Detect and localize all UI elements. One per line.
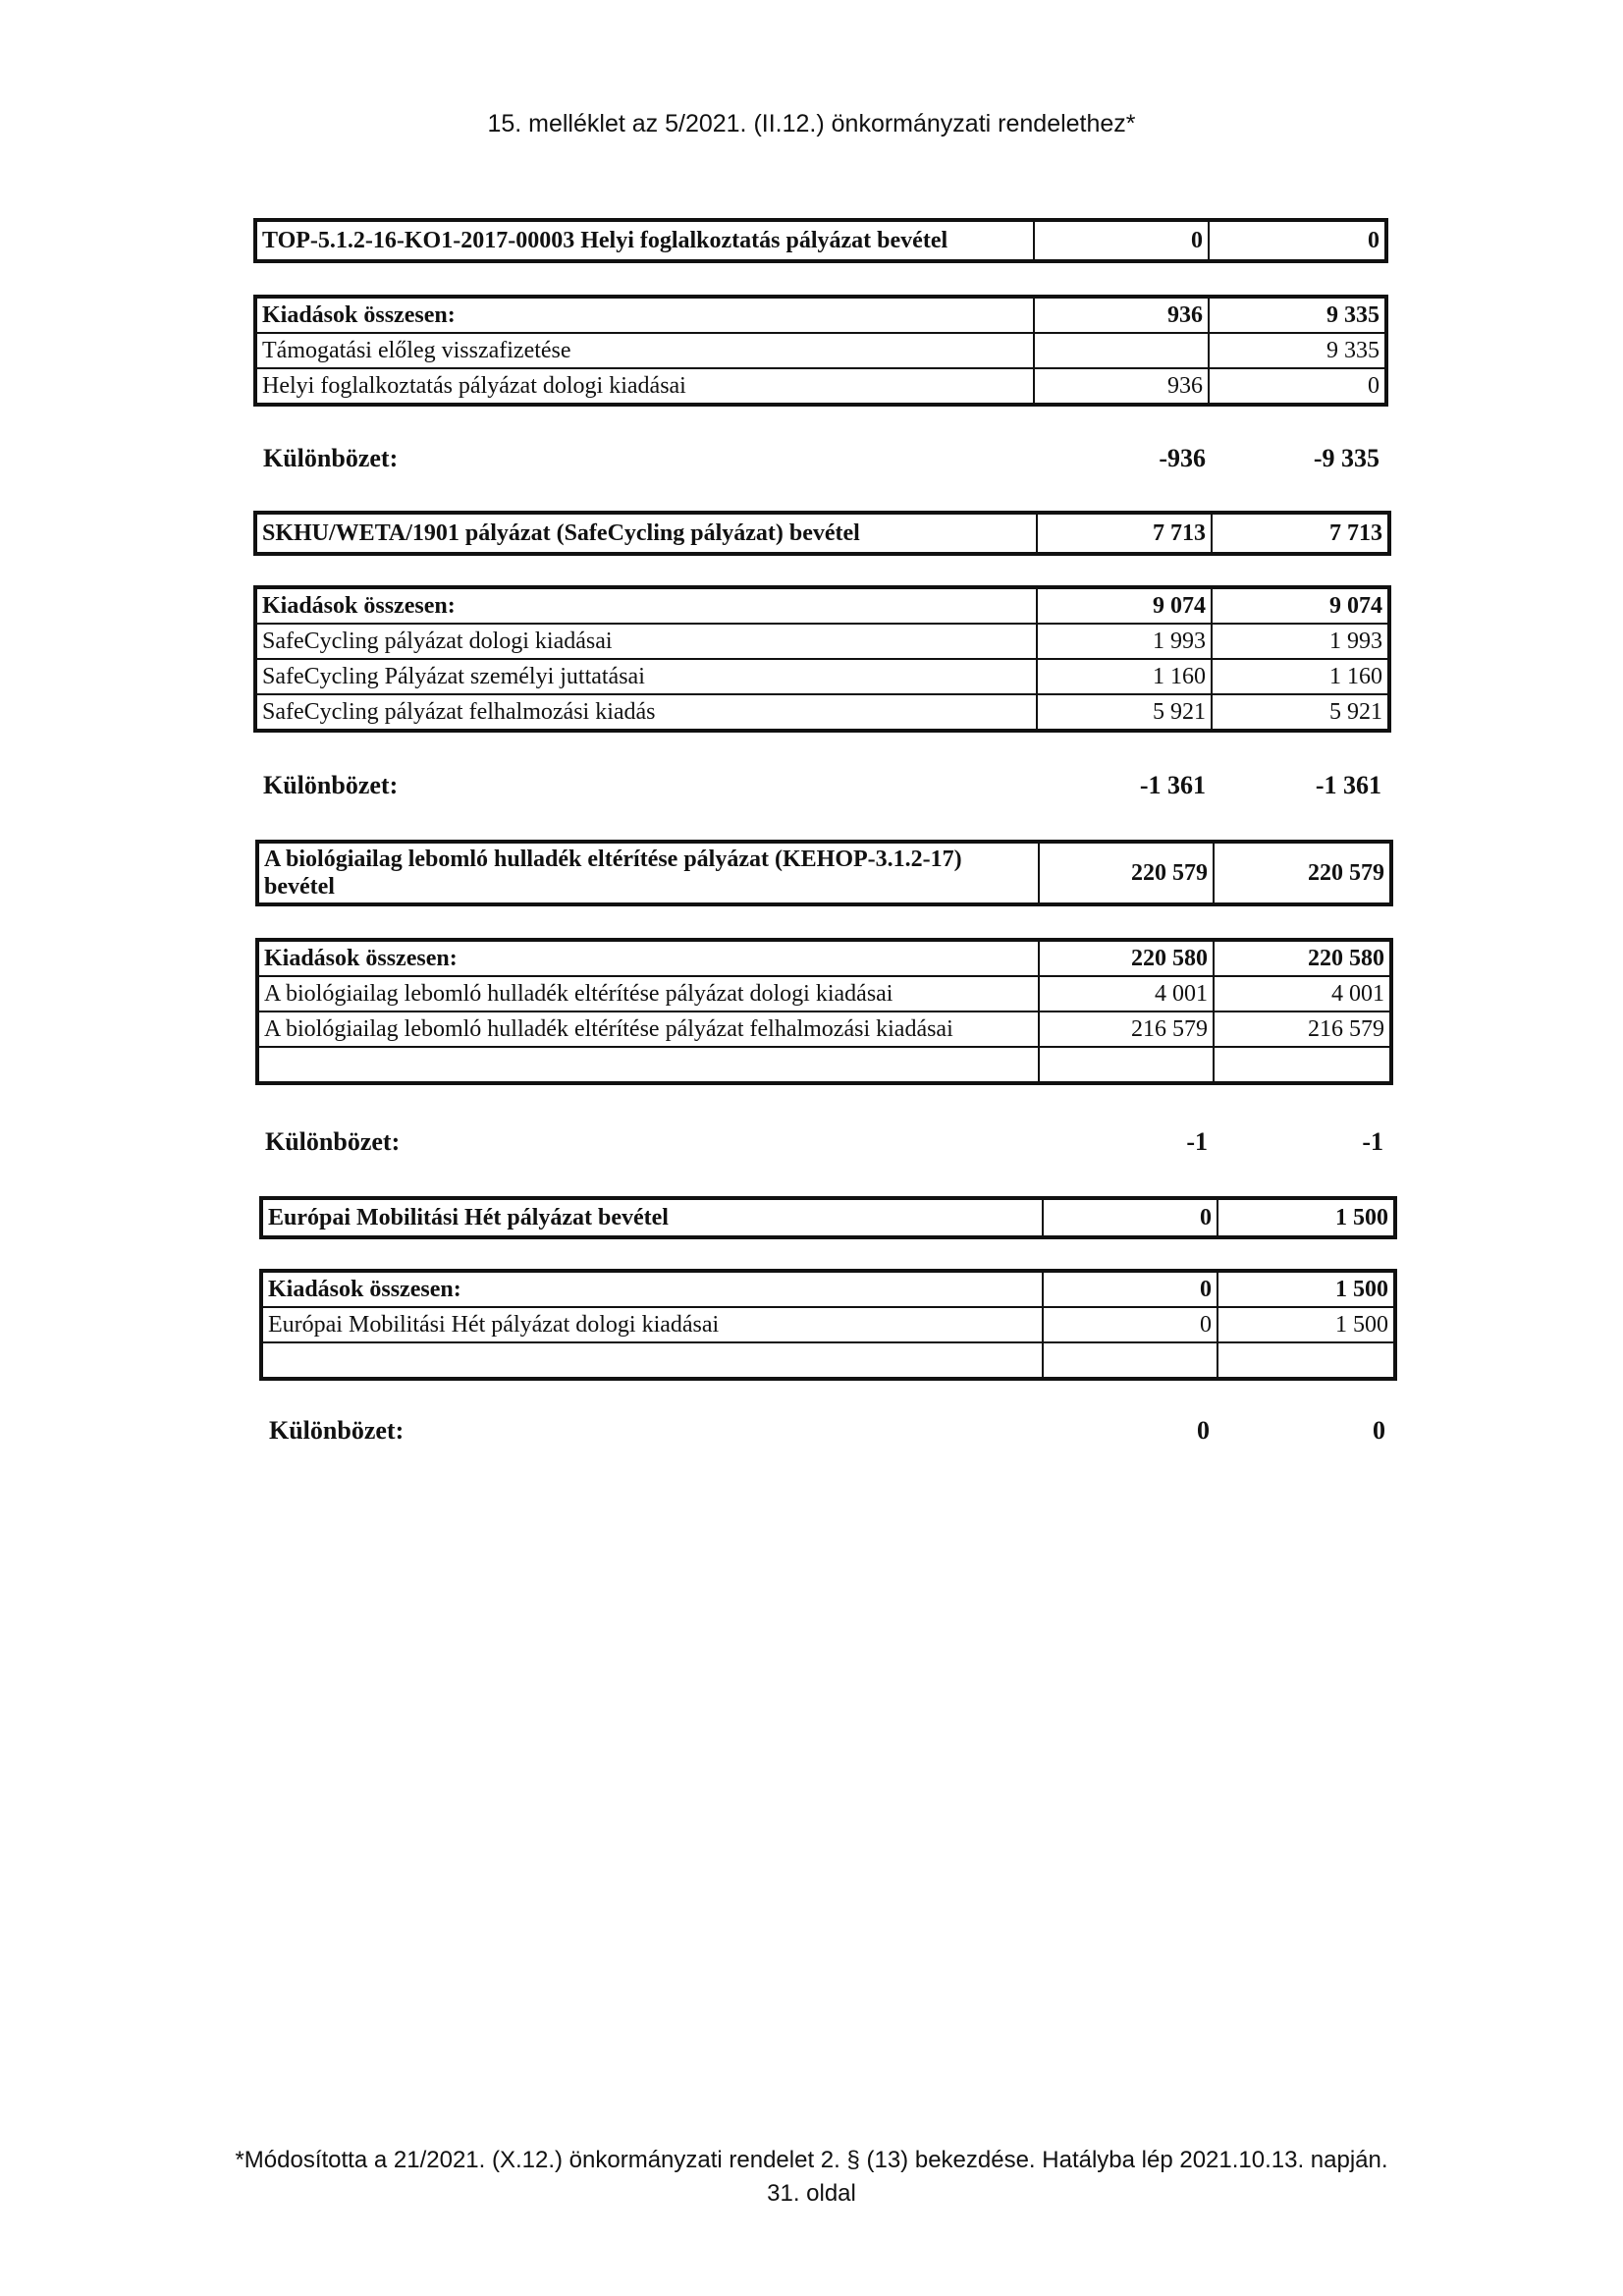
empty-cell (1214, 1047, 1391, 1083)
difference-label: Különbözet: (263, 444, 399, 472)
income-table-top (253, 218, 1388, 263)
income-label (257, 842, 1039, 904)
expense-table-kehop (255, 938, 1393, 1085)
expense-value-1 (1034, 333, 1209, 368)
expense-label: Kiadások összesen: (255, 587, 1037, 624)
expense-value-1: 936 (1034, 297, 1209, 333)
table-row (255, 368, 1386, 405)
income-value-1: 0 (1043, 1198, 1217, 1237)
expense-value-2: 9 335 (1209, 297, 1386, 333)
expense-value-2: 1 993 (1212, 624, 1389, 659)
expense-table-top (253, 295, 1388, 407)
expense-value-1: 216 579 (1039, 1011, 1214, 1047)
table-row (255, 587, 1389, 624)
expense-value-2: 1 500 (1217, 1271, 1395, 1307)
expense-value-1: 9 074 (1037, 587, 1212, 624)
table-row-empty (261, 1342, 1395, 1379)
expense-label: SafeCycling pályázat felhalmozási kiadás (255, 694, 1037, 731)
expense-table-safecycling (253, 585, 1391, 733)
expense-label: SafeCycling pályázat dologi kiadásai (255, 624, 1037, 659)
table-row (255, 333, 1386, 368)
income-value-2: 1 500 (1217, 1198, 1395, 1237)
income-label-line-1: A biológiailag lebomló hulladék eltérítése pályázat (KEHOP-3.1.2-17) (264, 847, 962, 872)
expense-label: Kiadások összesen: (257, 940, 1039, 976)
expense-label: SafeCycling Pályázat személyi juttatásai (255, 659, 1037, 694)
expense-label: A biológiailag lebomló hulladék eltérítése pályázat felhalmozási kiadásai (257, 1011, 1039, 1047)
table-row (261, 1271, 1395, 1307)
expense-value-1: 220 580 (1039, 940, 1214, 976)
table-row (255, 297, 1386, 333)
expense-value-2: 1 160 (1212, 659, 1389, 694)
expense-value-2: 0 (1209, 368, 1386, 405)
income-label: Európai Mobilitási Hét pályázat bevétel (261, 1198, 1043, 1237)
expense-value-1: 0 (1043, 1307, 1217, 1342)
page-number: 31. oldal (767, 2180, 856, 2207)
difference-value-1: 0 (1197, 1416, 1210, 1445)
table-row (255, 694, 1389, 731)
table-row (255, 513, 1389, 554)
table-row (257, 1011, 1391, 1047)
income-table-kehop (255, 840, 1393, 906)
expense-value-1: 5 921 (1037, 694, 1212, 731)
expense-value-2: 9 074 (1212, 587, 1389, 624)
empty-cell (1043, 1342, 1217, 1379)
page-footer (0, 2144, 1623, 2211)
table-row (255, 659, 1389, 694)
table-row-empty (257, 1047, 1391, 1083)
empty-cell (1039, 1047, 1214, 1083)
difference-value-2: -9 335 (1313, 444, 1380, 472)
table-row (257, 976, 1391, 1011)
expense-label: Helyi foglalkoztatás pályázat dologi kiadásai (255, 368, 1034, 405)
expense-label: Támogatási előleg visszafizetése (255, 333, 1034, 368)
table-row (255, 220, 1386, 261)
table-row (255, 624, 1389, 659)
expense-label: Európai Mobilitási Hét pályázat dologi kiadásai (261, 1307, 1043, 1342)
income-value-2: 220 579 (1214, 842, 1391, 904)
expense-value-2: 220 580 (1214, 940, 1391, 976)
difference-value-1: -1 361 (1139, 771, 1206, 799)
page-header: 15. melléklet az 5/2021. (II.12.) önkormányzati rendelethez* (487, 110, 1136, 137)
expense-value-1: 0 (1043, 1271, 1217, 1307)
difference-label: Különbözet: (263, 771, 399, 799)
expense-value-2: 5 921 (1212, 694, 1389, 731)
expense-value-2: 4 001 (1214, 976, 1391, 1011)
table-row (257, 940, 1391, 976)
difference-label: Különbözet: (269, 1416, 405, 1445)
income-value-1: 7 713 (1037, 513, 1212, 554)
income-label: TOP-5.1.2-16-KO1-2017-00003 Helyi foglalkoztatás pályázat bevétel (255, 220, 1034, 261)
empty-cell (261, 1342, 1043, 1379)
difference-value-2: -1 (1362, 1127, 1383, 1156)
difference-value-2: 0 (1373, 1416, 1385, 1445)
expense-label: Kiadások összesen: (255, 297, 1034, 333)
income-table-mobility (259, 1196, 1397, 1239)
expense-value-1: 4 001 (1039, 976, 1214, 1011)
footer-note: *Módosította a 21/2021. (X.12.) önkormányzati rendelet 2. § (13) bekezdése. Hatályba lép 2021.10.13. napján. (235, 2147, 1388, 2173)
expense-value-2: 9 335 (1209, 333, 1386, 368)
difference-label: Különbözet: (265, 1127, 401, 1156)
income-value-2: 0 (1209, 220, 1386, 261)
income-value-1: 0 (1034, 220, 1209, 261)
expense-value-1: 936 (1034, 368, 1209, 405)
income-label: SKHU/WETA/1901 pályázat (SafeCycling pályázat) bevétel (255, 513, 1037, 554)
expense-value-1: 1 993 (1037, 624, 1212, 659)
income-label-line-2: bevétel (264, 874, 335, 900)
income-table-safecycling (253, 511, 1391, 556)
difference-value-1: -936 (1159, 444, 1206, 472)
difference-value-1: -1 (1186, 1127, 1208, 1156)
empty-cell (1217, 1342, 1395, 1379)
table-row (261, 1307, 1395, 1342)
income-value-1: 220 579 (1039, 842, 1214, 904)
difference-value-2: -1 361 (1315, 771, 1381, 799)
expense-value-2: 1 500 (1217, 1307, 1395, 1342)
empty-cell (257, 1047, 1039, 1083)
expense-label: Kiadások összesen: (261, 1271, 1043, 1307)
expense-value-2: 216 579 (1214, 1011, 1391, 1047)
table-row (261, 1198, 1395, 1237)
expense-label: A biológiailag lebomló hulladék eltérítése pályázat dologi kiadásai (257, 976, 1039, 1011)
table-row (257, 842, 1391, 904)
income-value-2: 7 713 (1212, 513, 1389, 554)
expense-table-mobility (259, 1269, 1397, 1381)
expense-value-1: 1 160 (1037, 659, 1212, 694)
